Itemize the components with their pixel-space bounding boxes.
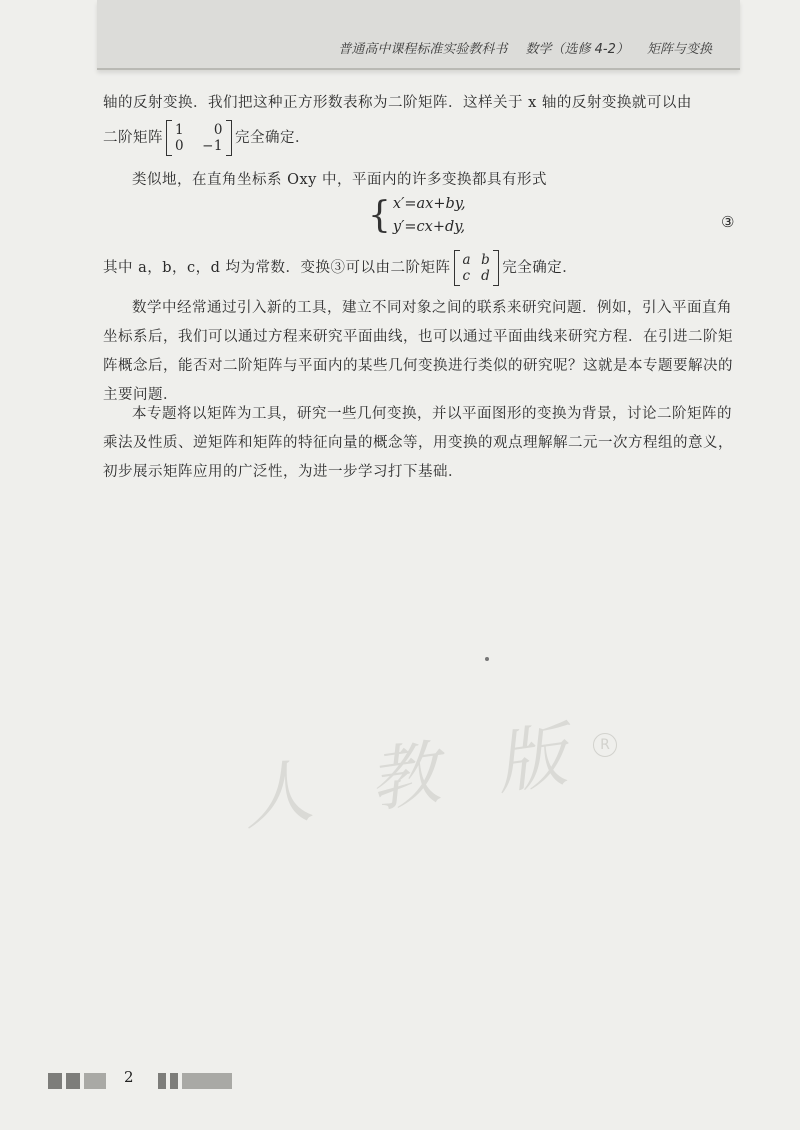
paragraph-1-line-2-end: 完全确定． [235, 129, 310, 146]
header-band [97, 0, 740, 70]
footer-bar [170, 1073, 178, 1089]
matrix-cell: 0 [213, 122, 223, 138]
footer-bar [182, 1073, 232, 1089]
paragraph-2: 类似地，在直角坐标系 Oxy 中，平面内的许多变换都具有形式 [132, 172, 547, 188]
paragraph-1-line-1: 轴的反射变换．我们把这种正方形数表称为二阶矩阵．这样关于 x 轴的反射变换就可以由 [103, 95, 692, 111]
footer-bar [48, 1073, 62, 1089]
publisher-watermark: 人 教 版 [236, 711, 590, 841]
general-matrix [454, 250, 500, 286]
matrix-cell: 0 [175, 138, 185, 154]
matrix-cell: d [481, 268, 491, 284]
subject-label: 数学（选修 4-2） [525, 42, 629, 57]
equation-system [368, 193, 466, 239]
paragraph-1-line-2-text: 二阶矩阵 [103, 129, 163, 146]
paragraph-1 [103, 89, 735, 156]
matrix-cell: a [462, 252, 472, 268]
footer-bar [84, 1073, 106, 1089]
chapter-title: 矩阵与变换 [646, 42, 712, 57]
registered-mark-icon: R [593, 733, 617, 757]
footer-bar [158, 1073, 166, 1089]
paragraph-3-text: 其中 a，b，c，d 均为常数．变换③可以由二阶矩阵 [103, 259, 451, 276]
matrix-cell: c [462, 268, 471, 284]
matrix-cell: b [481, 252, 491, 268]
paragraph-4: 数学中经常通过引入新的工具，建立不同对象之间的联系来研究问题．例如，引入平面直角坐标系后，我们可以通过方程来研究平面曲线，也可以通过平面曲线来研究方程．在引进二阶矩阵概念后，能否对二阶矩阵与平面内的某些几何变换进行类似的研究呢？这就是本专题要解决的主要问题． [103, 300, 733, 403]
paragraph-5: 本专题将以矩阵为工具，研究一些几何变换，并以平面图形的变换为背景，讨论二阶矩阵的乘法及性质、逆矩阵和矩阵的特征向量的概念等，用变换的观点理解解二元一次方程组的意义，初步展示矩阵应用的广泛性，为进一步学习打下基础． [103, 406, 733, 480]
footer-bar [66, 1073, 80, 1089]
matrix-cell: −1 [202, 138, 223, 154]
brace-symbol: { [368, 195, 391, 236]
reflection-matrix [166, 120, 232, 156]
running-header [324, 38, 712, 57]
ink-dot [485, 657, 489, 661]
book-title: 普通高中课程标准实验教科书 [338, 42, 508, 57]
equation-number: ③ [721, 213, 735, 231]
paragraph-1-line-2 [103, 120, 735, 156]
equation-1: x′=ax+by, [392, 196, 466, 212]
paragraph-3 [103, 250, 735, 286]
matrix-cell: 1 [175, 122, 185, 138]
paragraph-3-end: 完全确定． [502, 259, 578, 276]
equation-2: y′=cx+dy, [392, 219, 466, 235]
page-number: 2 [124, 1068, 134, 1086]
